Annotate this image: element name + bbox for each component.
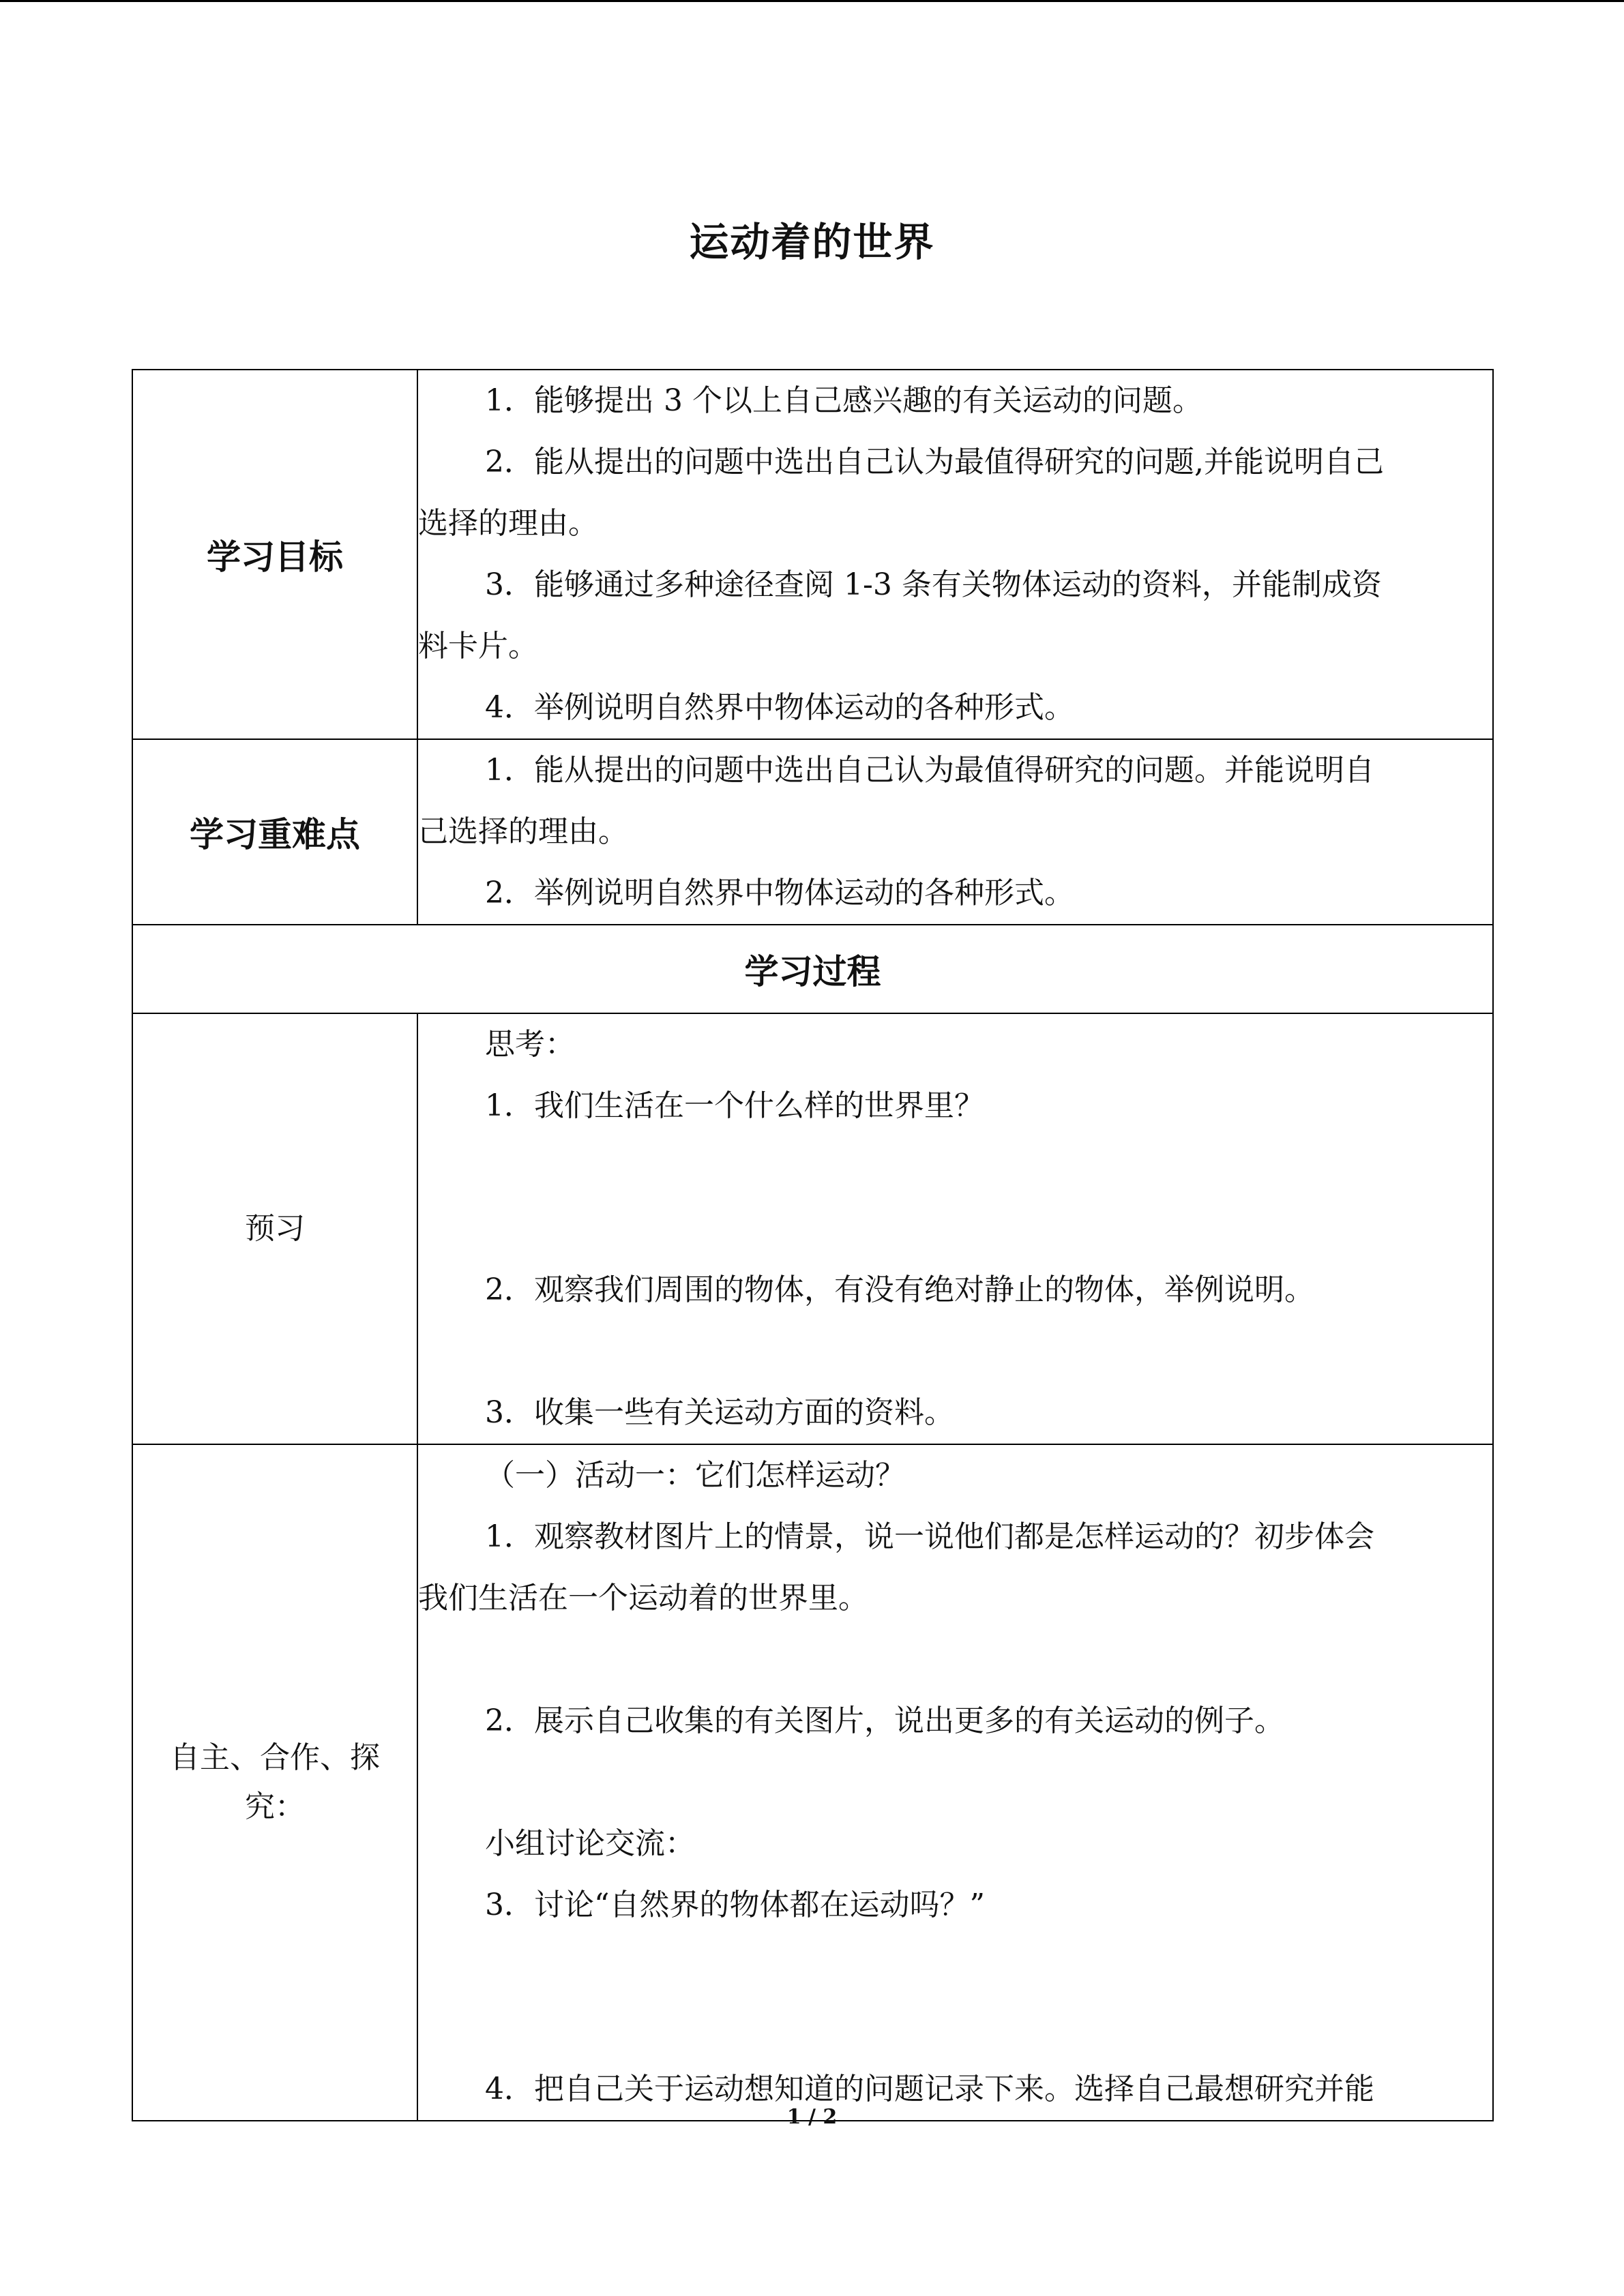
process-heading: 学习过程 — [132, 925, 1493, 1013]
inquiry-line: 小组讨论交流： — [485, 1826, 695, 1861]
objective-item: 2．能从提出的问题中选出自己认为最值得研究的问题,并能说明自己 — [485, 445, 1384, 479]
key-points-label-cell — [132, 739, 417, 925]
objective-item: 料卡片。 — [418, 629, 538, 664]
inquiry-line: 我们生活在一个运动着的世界里。 — [418, 1581, 868, 1615]
page-number: 1 / 2 — [786, 2105, 838, 2129]
inquiry-row — [132, 1444, 1493, 2121]
preview-line: 1．我们生活在一个什么样的世界里？ — [485, 1088, 984, 1123]
objective-item: 1．能够提出 3 个以上自己感兴趣的有关运动的问题。 — [485, 383, 1202, 418]
objectives-label-cell — [132, 370, 417, 739]
process-heading-row — [132, 925, 1493, 1013]
document-title: 运动着的世界 — [689, 219, 935, 265]
key-point-item: 1．能从提出的问题中选出自己认为最值得研究的问题。并能说明自 — [485, 753, 1374, 788]
key-point-item: 己选择的理由。 — [418, 814, 628, 849]
study-plan-table — [132, 369, 1494, 2121]
answer-space — [418, 1137, 1492, 1259]
objectives-row — [132, 370, 1493, 739]
objectives-label: 学习目标 — [207, 537, 343, 577]
inquiry-line: 1．观察教材图片上的情景，说一说他们都是怎样运动的？初步体会 — [485, 1519, 1374, 1554]
objectives-content-cell — [417, 370, 1493, 739]
answer-space — [418, 1752, 1492, 1813]
inquiry-content-cell — [417, 1444, 1493, 2121]
preview-row — [132, 1013, 1493, 1444]
inquiry-line: 2．展示自己收集的有关图片，说出更多的有关运动的例子。 — [485, 1703, 1284, 1738]
inquiry-label-cell — [132, 1444, 417, 2121]
key-points-row — [132, 739, 1493, 925]
inquiry-label-line-2: 究： — [245, 1789, 305, 1824]
key-points-content-cell — [417, 739, 1493, 925]
inquiry-line: （一）活动一：它们怎样运动？ — [485, 1458, 905, 1493]
answer-space — [418, 1321, 1492, 1382]
key-points-label: 学习重难点 — [190, 815, 360, 854]
objective-item: 4．举例说明自然界中物体运动的各种形式。 — [485, 690, 1074, 725]
answer-space — [418, 1936, 1492, 2059]
key-point-item: 2．举例说明自然界中物体运动的各种形式。 — [485, 876, 1074, 910]
objective-item: 选择的理由。 — [418, 506, 598, 541]
preview-content-cell — [417, 1013, 1493, 1444]
preview-line: 思考： — [485, 1027, 575, 1062]
objective-item: 3．能够通过多种途径查阅 1-3 条有关物体运动的资料，并能制成资 — [485, 567, 1382, 602]
answer-space — [418, 1629, 1492, 1690]
inquiry-line: 3．讨论“自然界的物体都在运动吗？” — [485, 1888, 985, 1922]
inquiry-label-line-1: 自主、合作、探 — [170, 1740, 380, 1775]
preview-line: 3．收集一些有关运动方面的资料。 — [485, 1395, 954, 1430]
preview-label-cell — [132, 1013, 417, 1444]
preview-label: 预习 — [245, 1211, 305, 1246]
preview-line: 2．观察我们周围的物体，有没有绝对静止的物体，举例说明。 — [485, 1272, 1314, 1307]
inquiry-line: 4．把自己关于运动想知道的问题记录下来。选择自己最想研究并能 — [485, 2072, 1374, 2106]
top-border-line — [0, 0, 1624, 2]
